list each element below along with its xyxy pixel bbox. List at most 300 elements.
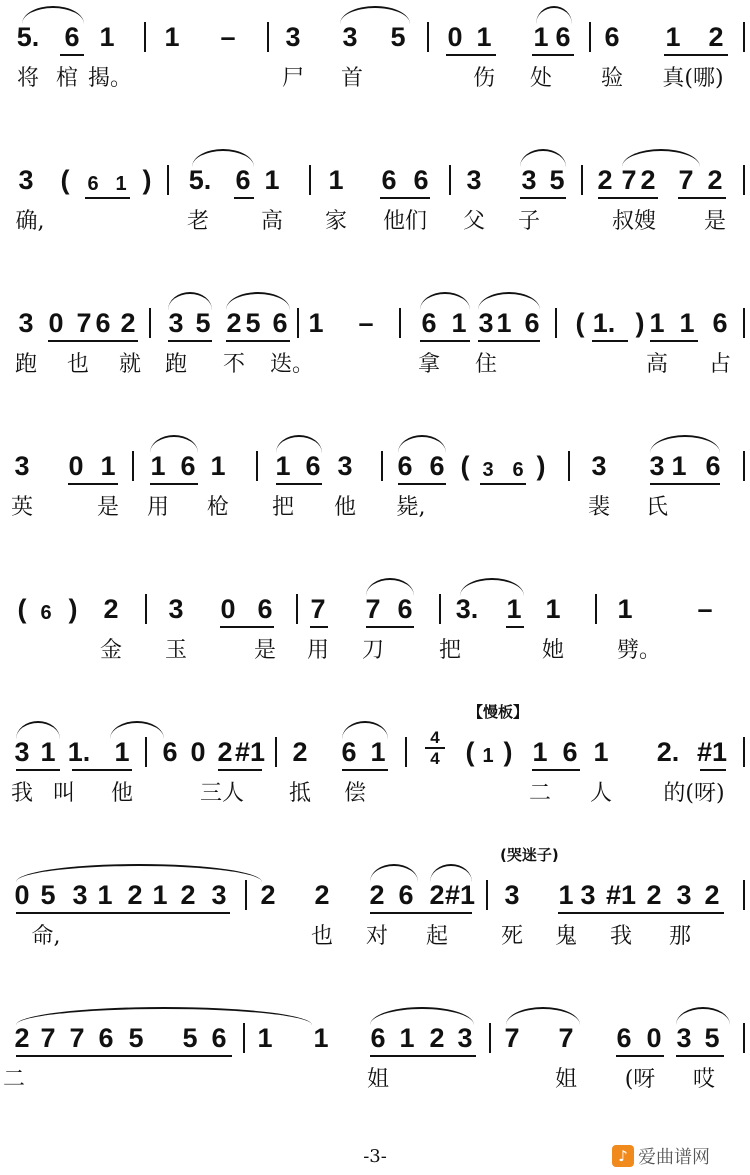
lyrics-line (0, 922, 750, 956)
lyric: 子 (517, 209, 541, 234)
bar-line (743, 451, 745, 481)
lyric: 那 (668, 924, 692, 949)
beam-underline (276, 483, 322, 485)
lyric: 玉 (164, 638, 188, 663)
beam-underline (16, 769, 60, 771)
note: 3 (285, 22, 301, 52)
lyric: 叫 (52, 781, 76, 806)
beam-underline (398, 483, 446, 485)
beam-underline (310, 626, 328, 628)
lyric: 他 (333, 495, 357, 520)
note: – (697, 594, 713, 624)
lyric: 真(哪) (662, 66, 724, 91)
time-signature-bottom: 4 (430, 749, 440, 768)
score-system (0, 143, 750, 283)
lyric: 将 (16, 66, 40, 91)
note: 6 (562, 737, 578, 767)
note: 1 (532, 737, 548, 767)
note: 5 (195, 308, 211, 338)
score-system (0, 0, 750, 140)
note: 2 (260, 880, 276, 910)
bar-line (568, 451, 570, 481)
note: 2 (707, 165, 723, 195)
note: 6 (429, 451, 445, 481)
notation-line (0, 429, 750, 489)
slur-mark (110, 721, 164, 739)
lyric: 哎 (692, 1067, 716, 1092)
note: 0 (190, 737, 206, 767)
note: 5 (40, 880, 56, 910)
notation-line (0, 143, 750, 203)
lyric: 氏 (645, 495, 669, 520)
note: 1 (617, 594, 633, 624)
note: 6 (712, 308, 728, 338)
slur-mark (16, 1007, 312, 1025)
beam-underline (72, 769, 132, 771)
beam-underline (678, 197, 726, 199)
lyric: 起 (425, 924, 449, 949)
lyric: 姐 (554, 1067, 578, 1092)
note: 2 (640, 165, 656, 195)
note: 1 (100, 451, 116, 481)
note: 7 (621, 165, 637, 195)
beam-underline (676, 1055, 724, 1057)
lyric: 抵 (288, 781, 312, 806)
note: 2 (369, 880, 385, 910)
slur-mark (276, 435, 322, 453)
lyric: 我 (609, 924, 633, 949)
beam-underline (506, 626, 524, 628)
note: 3 (168, 594, 184, 624)
note: 6 (421, 308, 437, 338)
site-watermark (612, 1142, 744, 1170)
note: 3 (342, 22, 358, 52)
bar-line (275, 737, 277, 767)
note: #1 (444, 880, 476, 910)
note: 1 (97, 880, 113, 910)
note: 5 (390, 22, 406, 52)
note: 6 (95, 308, 111, 338)
note: 2 (226, 308, 242, 338)
slur-mark (460, 578, 524, 596)
beam-underline (480, 483, 526, 485)
note: 3. (455, 594, 479, 624)
beam-underline (168, 340, 212, 342)
slur-mark (420, 292, 470, 310)
note: 3 (14, 737, 30, 767)
lyric: 姐 (366, 1067, 390, 1092)
bar-line (243, 1023, 245, 1053)
note: 2 (103, 594, 119, 624)
slur-mark (478, 292, 540, 310)
bar-line (256, 451, 258, 481)
note: #1 (605, 880, 637, 910)
slur-mark (16, 864, 262, 882)
lyric: 二 (2, 1067, 26, 1092)
page-number: -3- (363, 1146, 387, 1167)
lyric: 把 (271, 495, 295, 520)
bar-line (427, 22, 429, 52)
note: 1 (558, 880, 574, 910)
note: 6 (397, 451, 413, 481)
lyric: 死 (500, 924, 524, 949)
bar-line (743, 1023, 745, 1053)
note: 0 (220, 594, 236, 624)
lyric: 她 (541, 638, 565, 663)
slur-mark (536, 6, 572, 24)
note: 5 (245, 308, 261, 338)
notation-line (0, 286, 750, 346)
note: 1. (67, 737, 91, 767)
note: 5 (182, 1023, 198, 1053)
note: 3 (504, 880, 520, 910)
lyric: 他们 (382, 209, 428, 234)
notation-line (0, 703, 750, 775)
note: 3 (676, 1023, 692, 1053)
slur-mark (650, 435, 720, 453)
lyric: 刀 (361, 638, 385, 663)
beam-underline (366, 626, 414, 628)
note: #1 (234, 737, 266, 767)
bar-line (399, 308, 401, 338)
note: 6 (512, 459, 524, 481)
note: 1 (482, 745, 494, 767)
note: 6 (162, 737, 178, 767)
note: 7 (310, 594, 326, 624)
lyric: 住 (474, 352, 498, 377)
bar-line (439, 594, 441, 624)
bar-line (555, 308, 557, 338)
lyric: 尸 (281, 66, 305, 91)
note: 1 (451, 308, 467, 338)
slur-mark (340, 6, 410, 24)
bar-line (149, 308, 151, 338)
tempo-marking: (哭迷子) (500, 846, 559, 864)
note: 6 (272, 308, 288, 338)
beam-underline (218, 769, 262, 771)
note: 1 (115, 173, 127, 195)
lyrics-line (0, 779, 750, 813)
note: 0 (646, 1023, 662, 1053)
note: 7 (76, 308, 92, 338)
slur-mark (342, 721, 388, 739)
lyric: 我 (10, 781, 34, 806)
time-signature-top: 4 (430, 728, 440, 747)
note: ( (465, 737, 475, 767)
note: 3 (676, 880, 692, 910)
lyric: 拿 (417, 352, 441, 377)
beam-underline (532, 769, 580, 771)
music-note-icon: ♪ (612, 1145, 634, 1167)
note: 6 (257, 594, 273, 624)
note: 5 (704, 1023, 720, 1053)
lyric: 劈。 (616, 638, 662, 663)
note: 2 (314, 880, 330, 910)
note: 6 (87, 173, 99, 195)
lyric: 命, (31, 924, 61, 949)
note: 1 (99, 22, 115, 52)
lyric: 高 (645, 352, 669, 377)
note: 1 (313, 1023, 329, 1053)
note: ) (536, 451, 546, 481)
bar-line (245, 880, 247, 910)
bar-line (296, 594, 298, 624)
score-system (0, 286, 750, 426)
note: 6 (235, 165, 251, 195)
note: 6 (64, 22, 80, 52)
beam-underline (664, 54, 728, 56)
note: 6 (381, 165, 397, 195)
lyric: 迭。 (269, 352, 315, 377)
lyric: 揭。 (87, 66, 133, 91)
note: 1 (399, 1023, 415, 1053)
bar-line (581, 165, 583, 195)
note: 6 (370, 1023, 386, 1053)
slur-mark (226, 292, 290, 310)
lyric: 的(呀) (663, 781, 725, 806)
beam-underline (650, 340, 698, 342)
note: 3 (72, 880, 88, 910)
note: 1 (545, 594, 561, 624)
slur-mark (398, 435, 446, 453)
lyric: 高 (260, 209, 284, 234)
lyric: 家 (324, 209, 348, 234)
note: 3 (482, 459, 494, 481)
bar-line (743, 165, 745, 195)
note: 6 (705, 451, 721, 481)
lyric: 鬼 (554, 924, 578, 949)
notation-line (0, 572, 750, 632)
note: 0 (14, 880, 30, 910)
note: 5. (188, 165, 212, 195)
bar-line (449, 165, 451, 195)
note: 1 (370, 737, 386, 767)
note: 2 (704, 880, 720, 910)
slur-mark (168, 292, 212, 310)
note: 2 (429, 1023, 445, 1053)
lyric: 处 (529, 66, 553, 91)
slur-mark (622, 149, 700, 167)
watermark-text: 爱曲谱网 (638, 1147, 710, 1168)
note: ) (635, 308, 645, 338)
note: 3 (211, 880, 227, 910)
score-system (0, 429, 750, 569)
time-signature (425, 729, 445, 767)
note: 3 (466, 165, 482, 195)
lyric: 跑 (164, 352, 188, 377)
note: 2 (597, 165, 613, 195)
note: 7 (365, 594, 381, 624)
beam-underline (68, 483, 118, 485)
note: 3 (591, 451, 607, 481)
lyric: 确, (15, 209, 45, 234)
note: 6 (180, 451, 196, 481)
beam-underline (226, 340, 290, 342)
tempo-marking: 【慢板】 (468, 703, 529, 721)
beam-underline (16, 1055, 232, 1057)
lyric: 是 (703, 209, 727, 234)
note: 0 (48, 308, 64, 338)
bar-line (167, 165, 169, 195)
lyric: 跑 (14, 352, 38, 377)
note: 5 (549, 165, 565, 195)
note: 7 (678, 165, 694, 195)
note: 1 (506, 594, 522, 624)
lyrics-line (0, 350, 750, 384)
lyric: 验 (600, 66, 624, 91)
lyrics-line (0, 636, 750, 670)
note: 3 (580, 880, 596, 910)
note: 7 (504, 1023, 520, 1053)
note: 2 (292, 737, 308, 767)
bar-line (297, 308, 299, 338)
slur-mark (192, 149, 254, 167)
beam-underline (592, 340, 628, 342)
beam-underline (370, 912, 472, 914)
note: 3 (337, 451, 353, 481)
slur-mark (366, 578, 414, 596)
beam-underline (558, 912, 724, 914)
beam-underline (16, 912, 230, 914)
lyric: 二 (528, 781, 552, 806)
note: 1 (496, 308, 512, 338)
lyrics-line (0, 493, 750, 527)
note: 2 (180, 880, 196, 910)
note: 1 (476, 22, 492, 52)
lyric: 毙, (396, 495, 426, 520)
beam-underline (700, 769, 726, 771)
note: 0 (68, 451, 84, 481)
lyric: 老 (186, 209, 210, 234)
beam-underline (342, 769, 388, 771)
bar-line (381, 451, 383, 481)
lyric: 也 (66, 352, 90, 377)
note: ( (575, 308, 585, 338)
note: 3 (18, 308, 34, 338)
slur-mark (150, 435, 198, 453)
note: 1 (40, 737, 56, 767)
note: ) (68, 594, 78, 624)
slur-mark (22, 6, 84, 24)
note: 3 (521, 165, 537, 195)
note: 5. (16, 22, 40, 52)
note: 2 (708, 22, 724, 52)
beam-underline (234, 197, 254, 199)
lyric: 他 (110, 781, 134, 806)
lyrics-line (0, 1065, 750, 1099)
note: 1 (210, 451, 226, 481)
slur-mark (506, 1007, 580, 1025)
slur-mark (430, 864, 472, 882)
bar-line (489, 1023, 491, 1053)
lyric: 枪 (206, 495, 230, 520)
lyric: 偿 (343, 781, 367, 806)
score-system (0, 572, 750, 712)
score-system (0, 1001, 750, 1141)
note: 1 (533, 22, 549, 52)
lyric: 是 (96, 495, 120, 520)
bar-line (144, 22, 146, 52)
slur-mark (370, 864, 418, 882)
lyric: 金 (99, 638, 123, 663)
beam-underline (650, 483, 720, 485)
note: 2 (217, 737, 233, 767)
note: ) (142, 165, 152, 195)
slur-mark (520, 149, 566, 167)
note: 7 (69, 1023, 85, 1053)
note: 2. (656, 737, 680, 767)
beam-underline (446, 54, 496, 56)
note: 1 (257, 1023, 273, 1053)
note: 3 (168, 308, 184, 338)
note: ( (17, 594, 27, 624)
beam-underline (520, 197, 566, 199)
lyric: 人 (589, 781, 613, 806)
lyric: 用 (306, 638, 330, 663)
note: 5 (128, 1023, 144, 1053)
lyric: 把 (438, 638, 462, 663)
lyric: 伤 (472, 66, 496, 91)
note: 6 (341, 737, 357, 767)
note: 3 (14, 451, 30, 481)
note: 1 (649, 308, 665, 338)
lyric: 对 (365, 924, 389, 949)
note: 2 (429, 880, 445, 910)
beam-underline (220, 626, 274, 628)
lyrics-line (0, 207, 750, 241)
note: 6 (413, 165, 429, 195)
bar-line (743, 22, 745, 52)
note: 1. (592, 308, 616, 338)
beam-underline (380, 197, 430, 199)
lyric: (呀 (624, 1067, 656, 1092)
notation-line (0, 1001, 750, 1061)
note: 3 (457, 1023, 473, 1053)
bar-line (309, 165, 311, 195)
beam-underline (370, 1055, 476, 1057)
lyric: 英 (10, 495, 34, 520)
note: 1 (275, 451, 291, 481)
note: 2 (646, 880, 662, 910)
note: 2 (14, 1023, 30, 1053)
note: 6 (616, 1023, 632, 1053)
note: 1 (328, 165, 344, 195)
bar-line (267, 22, 269, 52)
lyric: 是 (253, 638, 277, 663)
lyric: 裴 (587, 495, 611, 520)
note: #1 (696, 737, 728, 767)
note: 3 (478, 308, 494, 338)
note: 6 (397, 594, 413, 624)
note: 1 (665, 22, 681, 52)
note: ( (60, 165, 70, 195)
lyric: 不 (222, 352, 246, 377)
beam-underline (616, 1055, 664, 1057)
bar-line (595, 594, 597, 624)
note: 6 (40, 602, 52, 624)
beam-underline (598, 197, 658, 199)
bar-line (589, 22, 591, 52)
note: 6 (555, 22, 571, 52)
slur-mark (370, 1007, 474, 1025)
bar-line (405, 737, 407, 767)
lyric: 用 (146, 495, 170, 520)
note: ( (460, 451, 470, 481)
note: ) (503, 737, 513, 767)
note: 1 (150, 451, 166, 481)
note: 7 (558, 1023, 574, 1053)
bar-line (145, 594, 147, 624)
